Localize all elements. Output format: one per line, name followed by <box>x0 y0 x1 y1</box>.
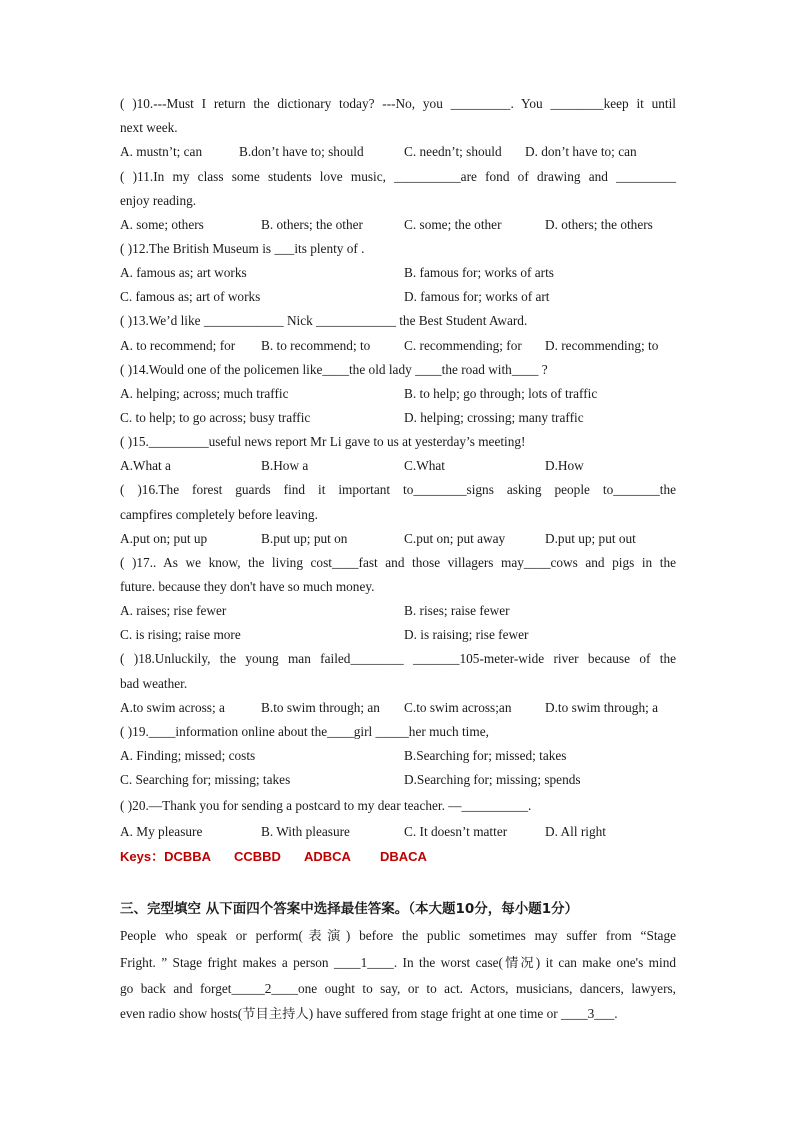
q17-stem-cont: future. because they don't have so much money. <box>120 579 375 594</box>
q17-option-b: B. rises; raise fewer <box>404 603 510 618</box>
q18-option-d: D.to swim through; a <box>545 700 659 715</box>
q19-stem: ( )19.____information online about the____girl _____her much time, <box>120 724 489 739</box>
q18-option-b: B.to swim through; an <box>261 700 380 715</box>
q16-option-c: C.put on; put away <box>404 531 506 546</box>
q12-option-c: C. famous as; art of works <box>120 289 261 304</box>
q16-stem-cont: campfires completely before leaving. <box>120 507 318 522</box>
q15-option-b: B.How a <box>261 458 309 473</box>
q15-option-d: D.How <box>545 458 584 473</box>
q18-option-c: C.to swim across;an <box>404 700 512 715</box>
q20-option-b: B. With pleasure <box>261 824 350 839</box>
q11-option-a: A. some; others <box>120 217 204 232</box>
q16-option-d: D.put up; put out <box>545 531 636 546</box>
q20-option-a: A. My pleasure <box>120 824 203 839</box>
q11-option-d: D. others; the others <box>545 217 653 232</box>
q19-option-a: A. Finding; missed; costs <box>120 748 256 763</box>
q10-option-c: C. needn’t; should <box>404 144 502 159</box>
q11-stem: ( )11.In my class some students love music, __________are fond of drawing and _________ <box>120 169 676 184</box>
q10-stem-cont: next week. <box>120 120 178 135</box>
q12-stem: ( )12.The British Museum is ___its plenty of . <box>120 241 365 256</box>
q19-option-b: B.Searching for; missed; takes <box>404 748 567 763</box>
q12-option-d: D. famous for; works of art <box>404 289 550 304</box>
q17-option-d: D. is raising; rise fewer <box>404 627 529 642</box>
q14-stem: ( )14.Would one of the policemen like____the old lady ____the road with____ ? <box>120 362 548 377</box>
q20-stem: ( )20.—Thank you for sending a postcard to my dear teacher. —__________. <box>120 798 532 813</box>
q12-option-b: B. famous for; works of arts <box>404 265 554 280</box>
q10-option-d: D. don’t have to; can <box>525 144 637 159</box>
q11-option-b: B. others; the other <box>261 217 363 232</box>
keys-group-2: CCBBD <box>234 849 281 864</box>
q15-option-c: C.What <box>404 458 445 473</box>
section3-paragraph-line1: People who speak or perform(表演) before the public sometimes may suffer from “Stage <box>120 928 676 943</box>
q17-option-c: C. is rising; raise more <box>120 627 241 642</box>
keys-group-4: DBACA <box>380 849 427 864</box>
q18-stem-cont: bad weather. <box>120 676 188 691</box>
q19-option-d: D.Searching for; missing; spends <box>404 772 581 787</box>
q10-option-b: B.don’t have to; should <box>239 144 364 159</box>
section3-heading: 三、完型填空 从下面四个答案中选择最佳答案。（本大题10分，每小题1分） <box>120 901 579 917</box>
q16-option-b: B.put up; put on <box>261 531 348 546</box>
q16-option-a: A.put on; put up <box>120 531 208 546</box>
q19-option-c: C. Searching for; missing; takes <box>120 772 291 787</box>
q20-option-c: C. It doesn’t matter <box>404 824 508 839</box>
q13-option-c: C. recommending; for <box>404 338 522 353</box>
q15-option-a: A.What a <box>120 458 171 473</box>
q14-option-b: B. to help; go through; lots of traffic <box>404 386 598 401</box>
q18-option-a: A.to swim across; a <box>120 700 225 715</box>
section3-paragraph-line3: go back and forget_____2____one ought to say, or to act. Actors, musicians, dancers, lawyers, <box>120 981 676 996</box>
q13-stem: ( )13.We’d like ____________ Nick ____________ the Best Student Award. <box>120 313 528 328</box>
q15-stem: ( )15._________useful news report Mr Li gave to us at yesterday’s meeting! <box>120 434 526 449</box>
q12-option-a: A. famous as; art works <box>120 265 247 280</box>
q16-stem: ( )16.The forest guards find it important to________signs asking people to_______the <box>120 482 676 497</box>
q11-stem-cont: enjoy reading. <box>120 193 197 208</box>
q14-option-d: D. helping; crossing; many traffic <box>404 410 584 425</box>
section3-paragraph-line4: even radio show hosts(节目主持人) have suffered from stage fright at one time or ____3___. <box>120 1006 618 1021</box>
q18-stem: ( )18.Unluckily, the young man failed________ _______105-meter-wide river because of the <box>120 651 676 666</box>
q13-option-a: A. to recommend; for <box>120 338 236 353</box>
q10-option-a: A. mustn’t; can <box>120 144 203 159</box>
section3-paragraph-line2: Fright. ” Stage fright makes a person ____1____. In the worst case(情况) it can make one's mind <box>120 955 676 970</box>
q10-stem: ( )10.---Must I return the dictionary today? ---No, you _________. You ________keep it until <box>120 96 676 111</box>
q14-option-c: C. to help; to go across; busy traffic <box>120 410 311 425</box>
q13-option-b: B. to recommend; to <box>261 338 371 353</box>
keys-label: Keys：DCBBA <box>120 849 212 864</box>
q14-option-a: A. helping; across; much traffic <box>120 386 289 401</box>
q17-stem: ( )17.. As we know, the living cost____fast and those villagers may____cows and pigs in the <box>120 555 676 570</box>
q11-option-c: C. some; the other <box>404 217 502 232</box>
q17-option-a: A. raises; rise fewer <box>120 603 227 618</box>
keys-group-3: ADBCA <box>304 849 351 864</box>
q13-option-d: D. recommending; to <box>545 338 659 353</box>
q20-option-d: D. All right <box>545 824 606 839</box>
